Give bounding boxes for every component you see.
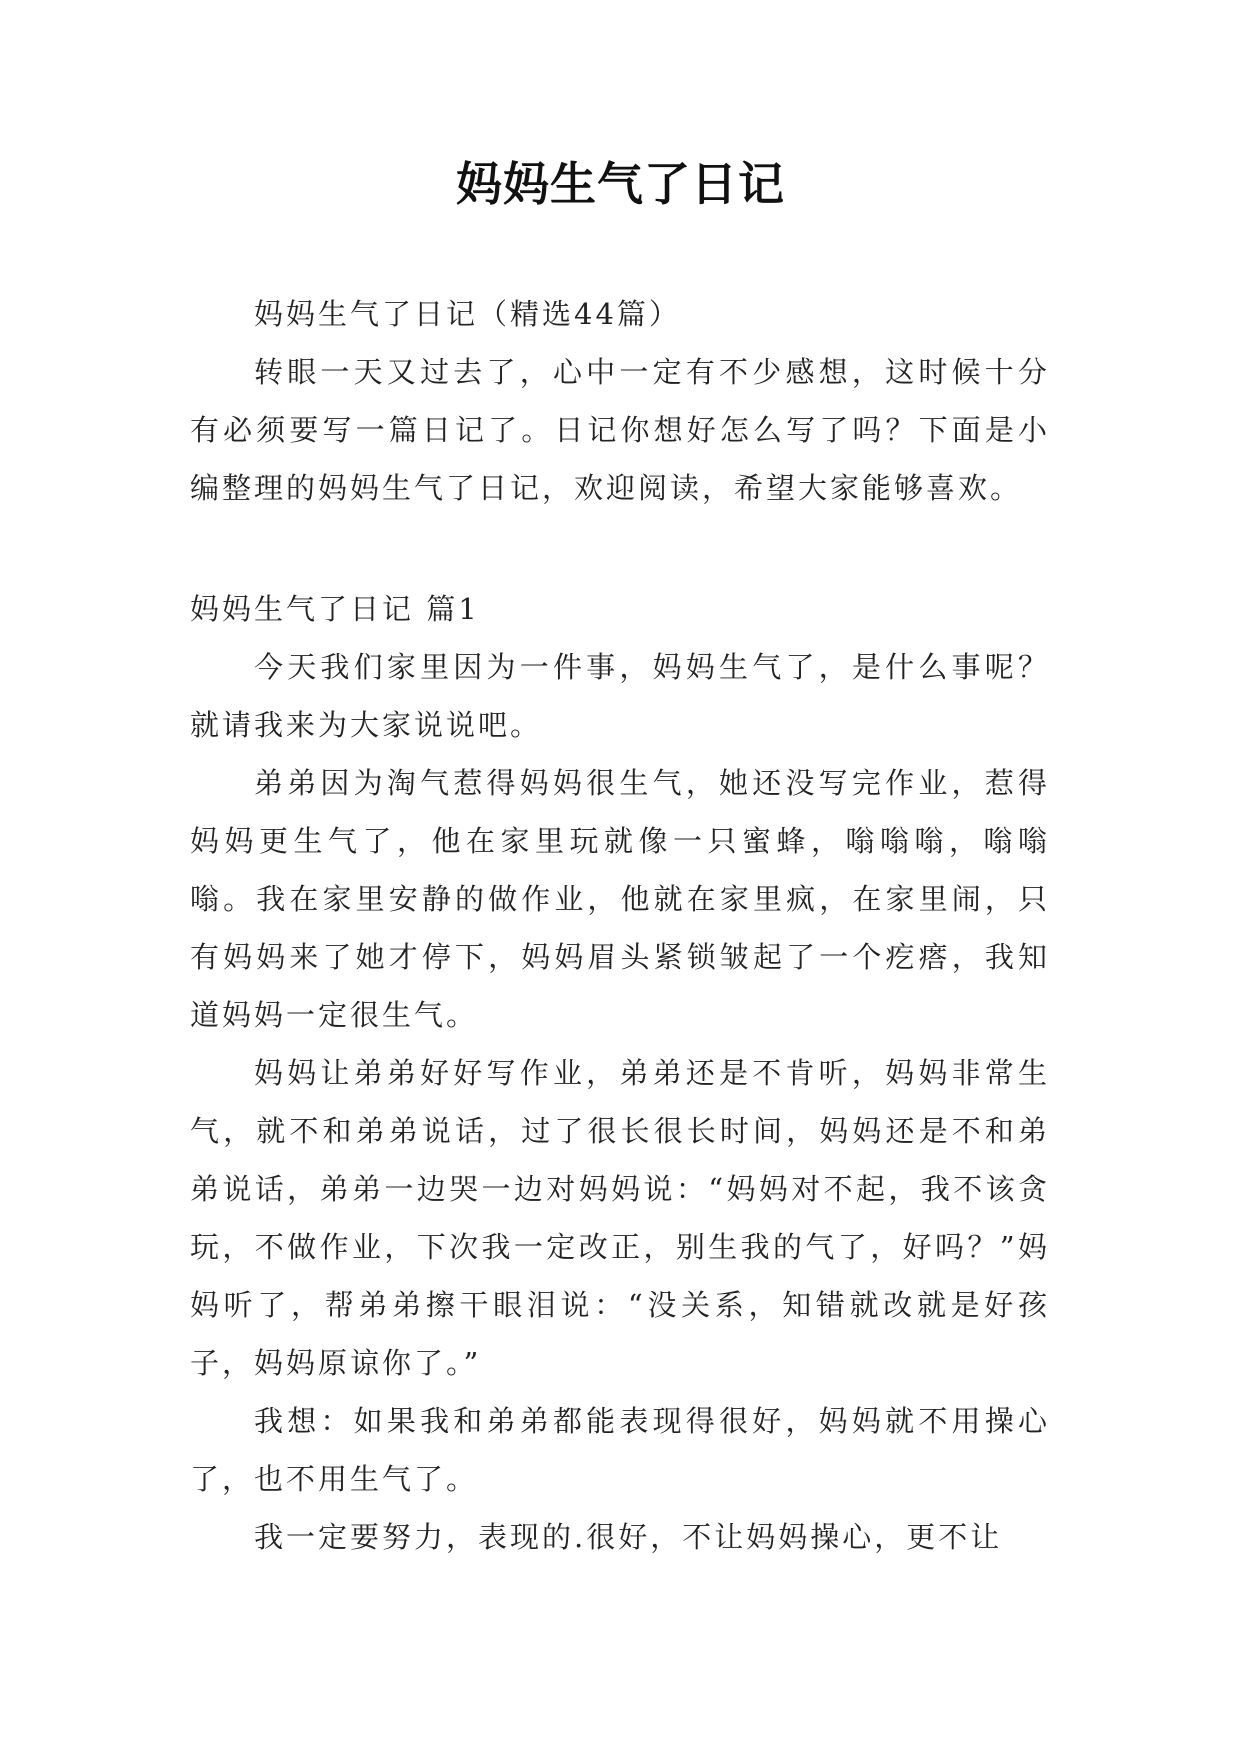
intro-paragraph: 转眼一天又过去了，心中一定有不少感想，这时候十分有必须要写一篇日记了。日记你想好怎么写了吗？下面是小编整理的妈妈生气了日记，欢迎阅读，希望大家能够喜欢。 bbox=[190, 355, 1050, 505]
paragraph-2: 弟弟因为淘气惹得妈妈很生气，她还没写完作业，惹得妈妈更生气了，他在家里玩就像一只蜜蜂，嗡嗡嗡，嗡嗡嗡。我在家里安静的做作业，他就在家里疯，在家里闹，只有妈妈来了她才停下，妈妈眉头紧锁皱起了一个疙瘩，我知道妈妈一定很生气。 bbox=[190, 766, 1050, 1032]
paragraph-1: 今天我们家里因为一件事，妈妈生气了，是什么事呢？就请我来为大家说说吧。 bbox=[190, 650, 1050, 742]
document-title: 妈妈生气了日记 bbox=[456, 157, 785, 211]
paragraph-3: 妈妈让弟弟好好写作业，弟弟还是不肯听，妈妈非常生气，就不和弟弟说话，过了很长很长时间，妈妈还是不和弟弟说话，弟弟一边哭一边对妈妈说：“妈妈对不起，我不该贪玩，不做作业，下次我一定改正，别生我的气了，好吗？”妈妈听了，帮弟弟擦干眼泪说：“没关系，知错就改就是好孩子，妈妈原谅你了。” bbox=[190, 1056, 1050, 1380]
section-heading: 妈妈生气了日记 篇1 bbox=[190, 592, 480, 626]
intro-block bbox=[190, 285, 1050, 517]
paragraph-5: 我一定要努力，表现的.很好，不让妈妈操心，更不让 bbox=[254, 1520, 1003, 1554]
paragraph-4: 我想：如果我和弟弟都能表现得很好，妈妈就不用操心了，也不用生气了。 bbox=[190, 1404, 1050, 1496]
document-subtitle: 妈妈生气了日记（精选44篇） bbox=[254, 297, 681, 331]
section-1 bbox=[190, 580, 1050, 1566]
